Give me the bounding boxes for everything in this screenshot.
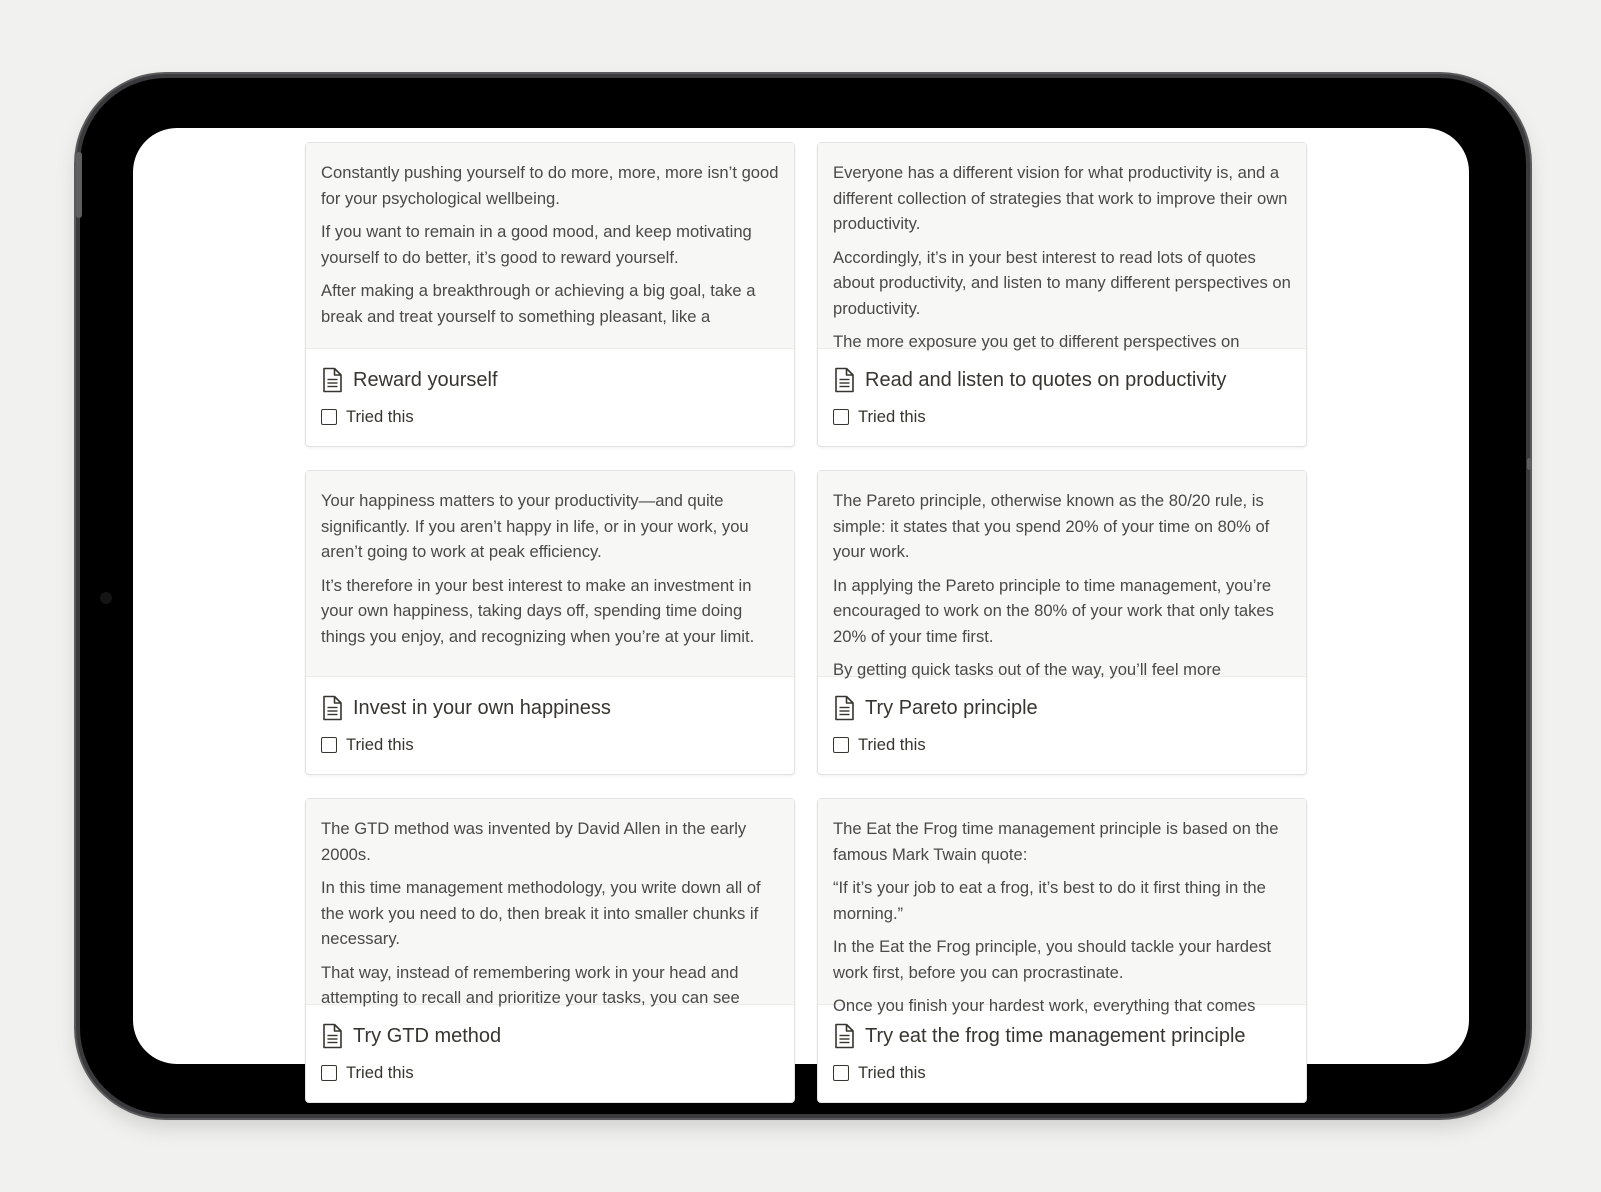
front-camera <box>100 592 112 604</box>
preview-paragraph: The GTD method was invented by David Allen in the early 2000s. <box>321 819 747 864</box>
tried-this-property <box>306 1053 794 1083</box>
gallery-view <box>305 142 1307 1103</box>
page-document-icon <box>321 1023 343 1049</box>
preview-paragraph: If you want to remain in a good mood, and keep motivating yourself to do better, it’s good to reward yourself. <box>321 222 752 267</box>
preview-paragraph: In applying the Pareto principle to time management, you’re encouraged to work on the 80% of your work that only takes 20% of your time first. <box>833 575 1274 646</box>
card-preview <box>818 799 1306 1015</box>
card-preview <box>306 471 794 677</box>
card-title-row[interactable] <box>306 677 794 725</box>
card-title-row[interactable] <box>306 349 794 397</box>
checkbox-unchecked-icon[interactable] <box>833 737 849 753</box>
gallery-card[interactable] <box>817 142 1307 447</box>
checkbox-label: Tried this <box>346 1063 414 1082</box>
preview-paragraph: The Pareto principle, otherwise known as the 80/20 rule, is simple: it states that you spend 20% of your time on 80% of your work. <box>833 491 1270 561</box>
preview-paragraph: In the Eat the Frog principle, you should tackle your hardest work first, before you can procrastinate. <box>833 937 1272 982</box>
tried-this-property <box>306 725 794 755</box>
card-title: Reward yourself <box>353 368 498 391</box>
tablet-screen <box>133 128 1469 1082</box>
gallery-card[interactable] <box>817 798 1307 1103</box>
preview-paragraph: Once you finish your hardest work, everything that comes <box>833 996 1256 1015</box>
checkbox-label: Tried this <box>346 407 414 426</box>
gallery-card[interactable] <box>305 470 795 775</box>
preview-paragraph: That way, instead of remembering work in your head and attempting to recall and prioritize your tasks, you can see <box>321 962 740 1007</box>
page-document-icon <box>833 1023 855 1049</box>
tried-this-property <box>818 1053 1306 1083</box>
preview-paragraph: By getting quick tasks out of the way, you’ll feel more <box>833 660 1221 679</box>
preview-paragraph: Your happiness matters to your productivity—and quite significantly. If you aren’t happy in life, or in your work, you aren’t going to work at peak efficiency. <box>321 491 749 561</box>
checkbox-unchecked-icon[interactable] <box>833 409 849 425</box>
gallery-card[interactable] <box>305 798 795 1103</box>
checkbox-unchecked-icon[interactable] <box>321 737 337 753</box>
preview-paragraph: Accordingly, it’s in your best interest to read lots of quotes about productivity, and listen to many different perspectives on productivity. <box>833 247 1291 318</box>
gallery-card[interactable] <box>305 142 795 447</box>
preview-paragraph: After making a breakthrough or achieving a big goal, take a break and treat yourself to something pleasant, like a <box>321 281 756 326</box>
page-document-icon <box>833 367 855 393</box>
connector-notch <box>1527 458 1532 470</box>
page-document-icon <box>321 367 343 393</box>
checkbox-label: Tried this <box>346 735 414 754</box>
card-title: Invest in your own happiness <box>353 696 611 719</box>
card-title: Try GTD method <box>353 1024 502 1047</box>
checkbox-label: Tried this <box>858 1063 926 1082</box>
card-title: Try eat the frog time management principle <box>865 1024 1246 1047</box>
card-preview <box>818 143 1306 349</box>
page-document-icon <box>321 695 343 721</box>
preview-paragraph: In this time management methodology, you write down all of the work you need to do, then break it into smaller chunks if necessary. <box>321 878 761 948</box>
card-preview <box>818 471 1306 677</box>
preview-paragraph: The Eat the Frog time management principle is based on the famous Mark Twain quote: <box>833 819 1279 864</box>
checkbox-label: Tried this <box>858 735 926 754</box>
card-title: Read and listen to quotes on productivity <box>865 368 1227 391</box>
side-button <box>76 152 82 218</box>
card-title: Try Pareto principle <box>865 696 1038 719</box>
checkbox-unchecked-icon[interactable] <box>321 1065 337 1081</box>
preview-paragraph: The more exposure you get to different perspectives on <box>833 332 1240 351</box>
preview-paragraph: “If it’s your job to eat a frog, it’s best to do it first thing in the morning.” <box>833 878 1266 923</box>
tried-this-property <box>818 397 1306 427</box>
card-title-row[interactable] <box>818 349 1306 397</box>
preview-paragraph: Constantly pushing yourself to do more, more, more isn’t good for your psychological wellbeing. <box>321 163 779 208</box>
preview-paragraph: It’s therefore in your best interest to make an investment in your own happiness, taking days off, spending time doing things you enjoy, and recognizing when you’re at your limit. <box>321 575 755 646</box>
page-document-icon <box>833 695 855 721</box>
checkbox-unchecked-icon[interactable] <box>833 1065 849 1081</box>
card-preview <box>306 799 794 1005</box>
tried-this-property <box>306 397 794 427</box>
card-preview <box>306 143 794 349</box>
checkbox-label: Tried this <box>858 407 926 426</box>
checkbox-unchecked-icon[interactable] <box>321 409 337 425</box>
card-title-row[interactable] <box>818 677 1306 725</box>
tried-this-property <box>818 725 1306 755</box>
gallery-card[interactable] <box>817 470 1307 775</box>
card-title-row[interactable] <box>306 1005 794 1053</box>
preview-paragraph: Everyone has a different vision for what productivity is, and a different collection of strategies that work to improve their own productivity. <box>833 163 1288 233</box>
